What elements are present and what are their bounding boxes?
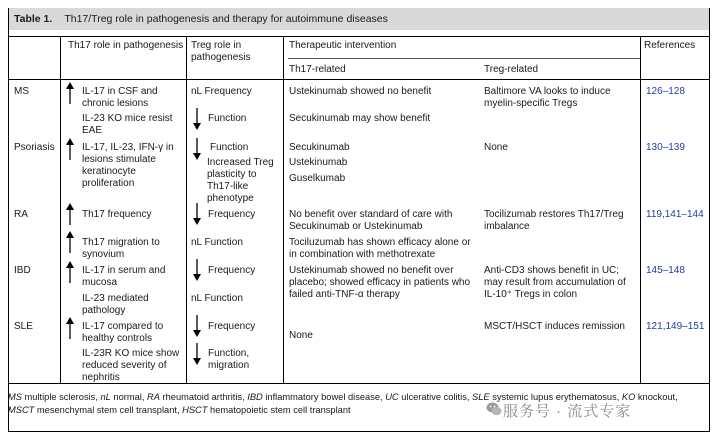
sle-treg-2a: Function, [208, 348, 250, 359]
header-treg-related: Treg-related [484, 64, 539, 75]
sle-th17-2c: nephritis [82, 372, 120, 383]
header-treg-role-1: Treg role in [191, 40, 242, 51]
arrow-up-icon [65, 82, 75, 104]
disease-sle: SLE [14, 321, 33, 332]
abbr: IBD [247, 392, 263, 402]
rule-top [8, 36, 709, 37]
sle-treg-2b: migration [208, 360, 250, 371]
header-references: References [644, 40, 696, 51]
ms-treg-therapy-a: Baltimore VA looks to induce [484, 86, 611, 97]
abbr-def: ulcerative colitis, [398, 392, 473, 402]
abbr: nL [100, 392, 111, 402]
arrow-up-icon [65, 203, 75, 225]
abbr-def: mesenchymal stem cell transplant, [34, 405, 183, 415]
abbr-def: multiple sclerosis, [21, 392, 101, 402]
psoriasis-treg-2b: plasticity to [207, 169, 257, 180]
psoriasis-therapy-3: Guselkumab [289, 173, 346, 184]
ra-treg-therapy-b: imbalance [484, 221, 530, 232]
ref-link[interactable]: 139 [668, 142, 685, 153]
ra-th17-1: Th17 frequency [82, 209, 152, 220]
psoriasis-th17-d: proliferation [82, 178, 135, 189]
rule-col3 [283, 36, 284, 383]
arrow-up-icon [65, 231, 75, 253]
ms-th17-2a: IL-23 KO mice resist [82, 113, 173, 124]
arrow-down-icon [192, 343, 202, 365]
table-label: Table 1. [14, 13, 53, 25]
ra-treg-2: nL Function [191, 237, 243, 248]
ref-link[interactable]: 128 [668, 86, 685, 97]
ibd-treg-2: nL Function [191, 293, 243, 304]
abbr-def: knockout, [635, 392, 678, 402]
abbr: UC [385, 392, 399, 402]
rule-header [8, 79, 709, 80]
psoriasis-treg-2a: Increased Treg [207, 157, 274, 168]
ra-refs[interactable]: 119,141–144 [646, 209, 704, 220]
psoriasis-refs[interactable]: 130–139 [646, 142, 685, 153]
rule-left [8, 8, 9, 432]
abbr-def: inflammatory bowel disease, [262, 392, 386, 402]
rule-col2 [186, 36, 187, 383]
ms-th17-1b: chronic lesions [82, 98, 149, 109]
ibd-treg-therapy-a: Anti-CD3 shows benefit in UC; [484, 265, 620, 276]
ra-therapy-2a: Tociluzumab has shown efficacy alone or [289, 237, 471, 248]
ibd-therapy-a: Ustekinumab showed no benefit over [289, 265, 454, 276]
arrow-down-icon [192, 108, 202, 130]
arrow-up-icon [65, 317, 75, 339]
ibd-treg-1: Frequency [208, 265, 256, 276]
ibd-th17-2a: IL-23 mediated [82, 293, 149, 304]
ra-treg-1: Frequency [208, 209, 256, 220]
abbr-def: hematopoietic stem cell transplant [207, 405, 351, 415]
abbr: KO [621, 392, 636, 402]
ibd-th17-1b: mucosa [82, 277, 118, 288]
disease-psoriasis: Psoriasis [14, 142, 55, 153]
psoriasis-treg-2d: phenotype [207, 193, 254, 204]
wechat-icon [486, 401, 502, 417]
sle-therapy: None [289, 330, 313, 341]
header-treg-role-2: pathogenesis [191, 52, 251, 63]
sle-th17-2a: IL-23R KO mice show [82, 348, 180, 359]
rule-col1 [60, 36, 61, 383]
ms-refs[interactable]: 126–128 [646, 86, 685, 97]
ibd-th17-2b: pathology [82, 305, 126, 316]
ms-th17-2b: EAE [82, 125, 103, 136]
rule-therapy-sub [288, 58, 640, 59]
ref-link[interactable]: 148 [668, 265, 685, 276]
ref-link[interactable]: 119 [646, 209, 662, 220]
ref-link[interactable]: 121 [646, 321, 663, 332]
ibd-refs[interactable]: 145–148 [646, 265, 685, 276]
arrow-down-icon [192, 315, 202, 337]
ref-link[interactable]: 141 [664, 209, 682, 220]
table-caption [8, 8, 709, 30]
ref-link[interactable]: 130 [646, 142, 663, 153]
header-th17-related: Th17-related [289, 64, 346, 75]
sle-treg-1: Frequency [208, 321, 256, 332]
ref-link[interactable]: 126 [646, 86, 663, 97]
sle-th17-2b: reduced severity of [82, 360, 167, 371]
abbr-def: normal, [110, 392, 147, 402]
rule-foot [8, 431, 709, 432]
abbr: HSCT [182, 405, 208, 415]
ra-therapy-1a: No benefit over standard of care with [289, 209, 453, 220]
sle-refs[interactable]: 121,149–151 [646, 321, 705, 332]
ibd-treg-therapy-b: may result from accumulation of [484, 277, 626, 288]
ra-th17-2a: Th17 migration to [82, 237, 160, 248]
psoriasis-treg-2c: Th17-like [207, 181, 249, 192]
ref-link[interactable]: 145 [646, 265, 663, 276]
sle-th17-1a: IL-17 compared to [82, 321, 164, 332]
psoriasis-treg-1: Function [210, 142, 249, 153]
rule-right [709, 8, 710, 432]
ms-treg-1: nL Frequency [191, 86, 252, 97]
arrow-down-icon [192, 203, 202, 225]
psoriasis-treg-therapy: None [484, 142, 508, 153]
arrow-up-icon [65, 138, 75, 160]
ibd-therapy-c: failed anti-TNF-α therapy [289, 289, 400, 300]
ref-link[interactable]: 151 [687, 321, 705, 332]
disease-ra: RA [14, 209, 28, 220]
abbr-def: systemic lupus erythematosus, [489, 392, 622, 402]
abbr: RA [147, 392, 160, 402]
psoriasis-th17-b: lesions stimulate [82, 154, 156, 165]
ibd-treg-therapy-c: IL-10⁺ Tregs in colon [484, 289, 578, 300]
psoriasis-therapy-2: Ustekinumab [289, 157, 348, 168]
abbr: SLE [472, 392, 490, 402]
ms-th17-1a: IL-17 in CSF and [82, 86, 158, 97]
psoriasis-th17-c: keratinocyte [82, 166, 136, 177]
arrow-up-icon [65, 261, 75, 283]
ibd-th17-1a: IL-17 in serum and [82, 265, 166, 276]
ref-link[interactable]: 149 [665, 321, 683, 332]
psoriasis-th17-a: IL-17, IL-23, IFN-γ in [82, 142, 174, 153]
arrow-down-icon [192, 259, 202, 281]
ms-treg-therapy-b: myelin-specific Tregs [484, 98, 578, 109]
abbr: MSCT [8, 405, 35, 415]
ms-therapy-1: Ustekinumab showed no benefit [289, 86, 432, 97]
disease-ms: MS [14, 86, 29, 97]
ibd-therapy-b: placebo; showed efficacy in patients who [289, 277, 471, 288]
watermark-text: 服务号 · 流式专家 [503, 403, 632, 420]
psoriasis-therapy-1: Secukinumab [289, 142, 350, 153]
abbr: MS [8, 392, 22, 402]
sle-treg-therapy: MSCT/HSCT induces remission [484, 321, 625, 332]
ra-therapy-2b: in combination with methotrexate [289, 249, 436, 260]
header-th17-role: Th17 role in pathogenesis [68, 40, 184, 51]
ra-th17-2b: synovium [82, 249, 125, 260]
ref-link[interactable]: 144 [686, 209, 704, 220]
ra-treg-therapy-a: Tocilizumab restores Th17/Treg [484, 209, 624, 220]
abbr-def: rheumatoid arthritis, [159, 392, 248, 402]
sle-th17-1b: healthy controls [82, 333, 153, 344]
arrow-down-icon [192, 138, 202, 160]
rule-col4 [640, 36, 641, 383]
disease-ibd: IBD [14, 265, 31, 276]
ms-treg-2: Function [208, 113, 247, 124]
ms-therapy-2: Secukinumab may show benefit [289, 113, 431, 124]
table-title: Th17/Treg role in pathogenesis and therapy for autoimmune diseases [64, 13, 388, 25]
header-therapeutic: Therapeutic intervention [289, 40, 397, 51]
ra-therapy-1b: Secukinumab or Ustekinumab [289, 221, 423, 232]
